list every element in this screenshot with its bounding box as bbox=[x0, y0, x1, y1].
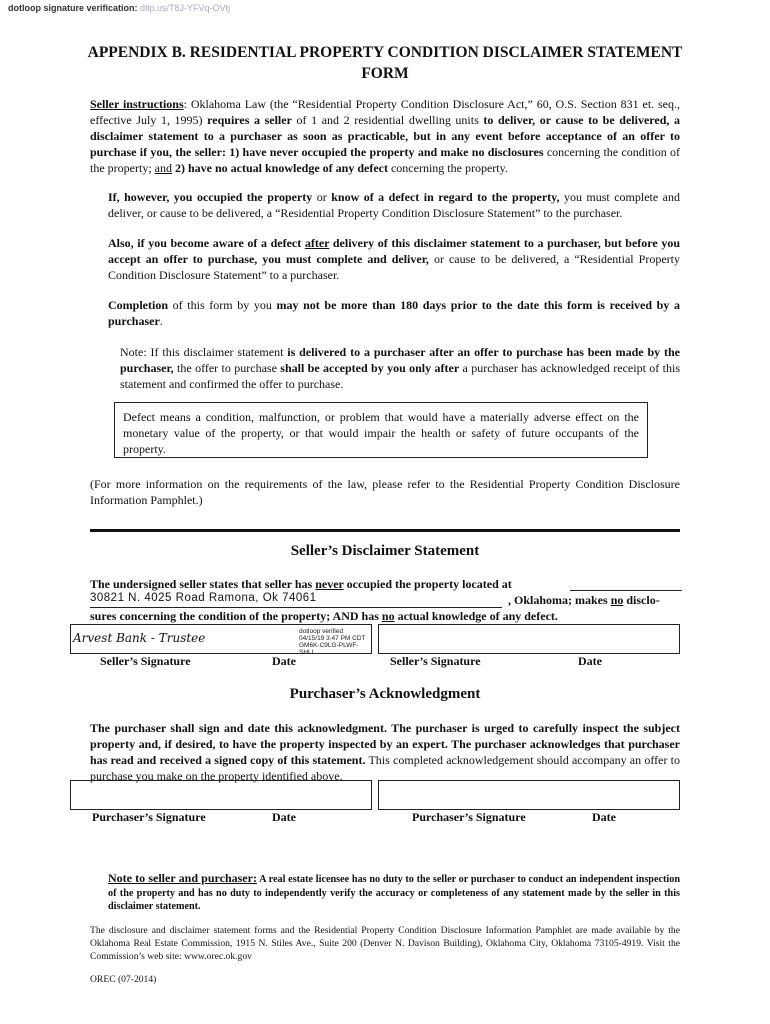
licensee-note bbox=[108, 872, 680, 914]
instr-and: and bbox=[154, 161, 172, 175]
stamp-line: GM6K-C9LG-PLWF-SHLI bbox=[299, 642, 359, 656]
verification-link[interactable]: dtlp.us/T8J-YFVq-OVtj bbox=[140, 3, 231, 13]
instr-text: concerning the property. bbox=[387, 161, 508, 175]
seller-text: occupied the property located at bbox=[343, 577, 512, 591]
seller-instructions bbox=[90, 96, 680, 176]
purchaser-signature-label-2: Purchaser’s Signature bbox=[412, 810, 526, 824]
seller-statement-line-3 bbox=[90, 608, 680, 624]
purchaser-signature-label-1: Purchaser’s Signature bbox=[92, 810, 206, 824]
seller-date-label-1: Date bbox=[272, 654, 296, 668]
defect-after-paragraph bbox=[108, 235, 680, 283]
stamp-line: dotloop verified bbox=[299, 628, 344, 635]
purchaser-date-label-1: Date bbox=[272, 810, 296, 824]
seller-date-label-2: Date bbox=[578, 654, 602, 668]
seller-signature: Arvest Bank - Trustee bbox=[73, 631, 206, 645]
p3-after: after bbox=[304, 236, 330, 250]
p2-bold: If, however, you occupied the property bbox=[108, 190, 313, 204]
instructions-label: Seller instructions bbox=[90, 97, 184, 111]
title-line-1: APPENDIX B. RESIDENTIAL PROPERTY CONDITION DISCLAIMER STATEMENT bbox=[87, 44, 683, 61]
address-blank-line bbox=[570, 590, 682, 591]
seller-no: no bbox=[610, 593, 624, 607]
p4-text: . bbox=[159, 314, 163, 328]
seller-statement-line-2 bbox=[508, 592, 660, 608]
note-paragraph bbox=[120, 344, 680, 392]
more-info-text: (For more information on the requirements of the law, please refer to the Residential Property Condition Disclosure Information Pamphlet.) bbox=[90, 477, 680, 507]
note-bold: shall be accepted by you only after bbox=[280, 361, 460, 375]
p3-text: or cause to be delivered, a “Residential Property Condition Disclosure Statement” to a purchaser. bbox=[108, 252, 680, 282]
p2-bold: know of a defect in regard to the property, bbox=[331, 190, 560, 204]
instr-text: concerning the condition of the property; bbox=[90, 145, 681, 175]
seller-text: disclo- bbox=[623, 593, 660, 607]
seller-signature-label-2: Seller’s Signature bbox=[390, 654, 481, 668]
p4-text: of this form by you bbox=[168, 298, 277, 312]
seller-text: The undersigned seller states that seller has bbox=[90, 577, 316, 591]
note-text: the offer to purchase bbox=[173, 361, 281, 375]
p4-bold: may not be more than 180 days prior to the date this form is received by a purchaser bbox=[108, 298, 680, 328]
instr-bold: to deliver, or cause to be delivered, a disclaimer statement to a purchaser as soon as practicable, but in any event before acceptance of an offer to purchase if you, the seller: 1) have never occupied the property and make no disclosures bbox=[90, 113, 680, 159]
availability-notice: The disclosure and disclaimer statement forms and the Residential Property Condition Disclosure Information Pamphlet are made available by the Oklahoma Real Estate Commission, 1915 N. Stiles Ave., Suite 200 (Denver N. Davison Building), Oklahoma City, Oklahoma 73105-4919. Visit the Commission’s web site: www.orec.ok.gov bbox=[90, 925, 680, 962]
note-text: a purchaser has acknowledged receipt of this statement and confirmed the offer to purchase. bbox=[120, 361, 680, 391]
defect-definition-box bbox=[114, 402, 648, 458]
completion-paragraph bbox=[108, 297, 680, 329]
purchaser-text: This completed acknowledgement should accompany an offer to purchase you make on the property identified above. bbox=[90, 753, 680, 783]
instr-text: of 1 and 2 residential dwelling units bbox=[291, 113, 484, 127]
seller-never: never bbox=[315, 577, 344, 591]
p2-text: or bbox=[312, 190, 332, 204]
page-title bbox=[80, 42, 690, 84]
title-line-2: FORM bbox=[361, 65, 409, 82]
licensee-note-text: A real estate licensee has no duty to the seller or purchaser to conduct an independent inspection of the property and has no duty to independently verify the accuracy or completeness of any statement made by the seller in this disclaimer statement. bbox=[108, 874, 680, 912]
purchaser-date-label-2: Date bbox=[592, 810, 616, 824]
note-text: Note: If this disclaimer statement bbox=[120, 345, 288, 359]
verification-header bbox=[8, 3, 230, 13]
seller-signature-box-1[interactable] bbox=[70, 624, 372, 654]
seller-section-heading: Seller’s Disclaimer Statement bbox=[290, 543, 480, 559]
note-bold: is delivered to a purchaser after an offer to purchase has been made by the purchaser, bbox=[120, 345, 680, 375]
purchaser-signature-box-2[interactable] bbox=[378, 780, 680, 810]
section-divider bbox=[90, 529, 680, 532]
defect-definition-text: Defect means a condition, malfunction, or problem that would have a materially adverse effect on the monetary value of the property, or that would impair the health or safety of future occupants of the property. bbox=[123, 410, 639, 456]
p2-text: you must complete and deliver, or cause to be delivered, a “Residential Property Condition Disclosure Statement” to the purchaser. bbox=[108, 190, 680, 220]
seller-signature-box-2[interactable] bbox=[378, 624, 680, 654]
form-code: OREC (07-2014) bbox=[90, 974, 157, 985]
property-address-field[interactable]: 30821 N. 4025 Road Ramona, Ok 74061 bbox=[90, 592, 502, 608]
instr-text: : Oklahoma Law (the “Residential Property Condition Disclosure Act,” 60, O.S. Section 831 et. seq., effective July 1, 1995) bbox=[90, 97, 681, 127]
p4-bold: Completion bbox=[108, 298, 168, 312]
purchaser-bold: The purchaser shall sign and date this acknowledgment. The purchaser is urged to carefully inspect the subject property and, if desired, to have the property inspected by an expert. The purchaser acknowledges that purchaser has read and received a signed copy of this statement. bbox=[90, 721, 680, 767]
seller-text: , Oklahoma; makes bbox=[508, 593, 611, 607]
dotloop-verified-stamp bbox=[299, 628, 371, 656]
seller-text: actual knowledge of any defect. bbox=[394, 609, 558, 623]
p3-bold: delivery of this disclaimer statement to a purchaser, but before you accept an offer to purchase, you must complete and deliver, bbox=[108, 236, 680, 266]
seller-signature-label-1: Seller’s Signature bbox=[100, 654, 191, 668]
instr-bold: requires a seller bbox=[207, 113, 292, 127]
p3-bold: Also, if you become aware of a defect bbox=[108, 236, 305, 250]
seller-text: sures concerning the condition of the property; AND has bbox=[90, 609, 382, 623]
purchaser-signature-box-1[interactable] bbox=[70, 780, 372, 810]
seller-no: no bbox=[381, 609, 395, 623]
instr-bold: 2) have no actual knowledge of any defect bbox=[171, 161, 388, 175]
verification-label: dotloop signature verification: bbox=[8, 3, 138, 13]
purchaser-section-heading: Purchaser’s Acknowledgment bbox=[289, 686, 481, 702]
licensee-note-label: Note to seller and purchaser: bbox=[108, 871, 257, 885]
purchaser-paragraph bbox=[90, 720, 680, 784]
occupied-paragraph bbox=[108, 189, 680, 221]
stamp-line: 04/15/19 3:47 PM CDT bbox=[299, 635, 366, 642]
more-info-paragraph bbox=[90, 476, 680, 508]
